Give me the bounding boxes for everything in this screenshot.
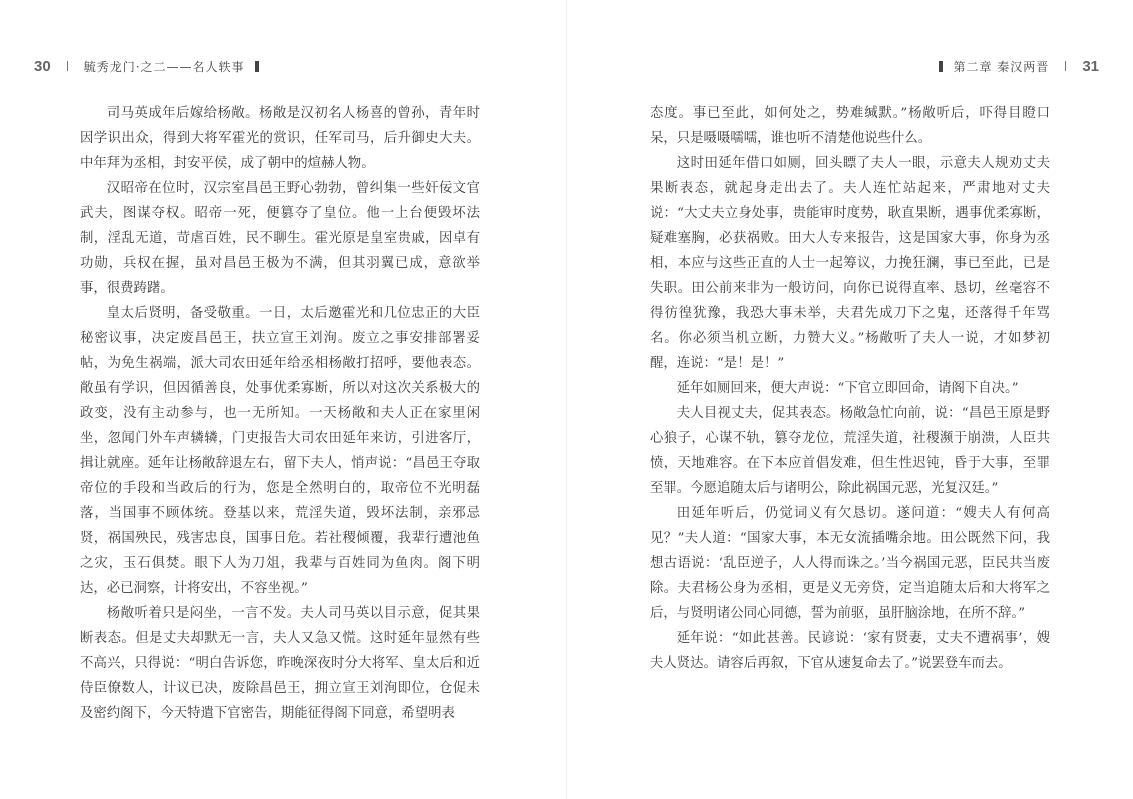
paragraph: 夫人目视丈夫，促其表态。杨敞急忙向前，说：“昌邑王原是野心狼子，心谋不轨，篡夺龙位，荒淫失道，社稷濒于崩溃，人臣共愤，天地难容。在下本应首倡发难，但生性迟钝，昏于大事，至罪至罪。今愿追随太后与诸明公，除此祸国元恶，光复汉廷。” — [650, 406, 1050, 496]
paragraph: 杨敞听着只是闷坐，一言不发。夫人司马英以目示意，促其果断表态。但是丈夫却默无一言，夫人又急又慌。这时延年显然有些不高兴，只得说：“明白告诉您，昨晚深夜时分大将军、皇太后和近侍臣僚数人，计议已决，废除昌邑王，拥立宣王刘洵即位，仓促未及密约阁下，今天特遣下官密告，期能征得阁下同意，希望明表 — [80, 606, 480, 721]
body-text — [80, 101, 480, 726]
page-number: 30 — [34, 57, 51, 75]
paragraph: 田延年听后，仍觉词义有欠恳切。遂问道：“嫂夫人有何高见？”夫人道：“国家大事，本无女流插嘴余地。田公既然下问，我想古语说：‘乱臣逆子，人人得而诛之。’当今祸国元恶，臣民共当废除。夫君杨公身为丞相，更是义无旁贷，定当追随太后和大将军之后，与贤明诸公同心同德，誓为前驱，虽肝脑涂地，在所不辞。” — [650, 506, 1050, 621]
right-page-header — [929, 54, 1099, 78]
header-block-mark — [939, 61, 943, 72]
paragraph: 司马英成年后嫁给杨敞。杨敞是汉初名人杨喜的曾孙，青年时因学识出众，得到大将军霍光的赏识，任军司马，后升御史大夫。中年拜为丞相，封安平侯，成了朝中的煊赫人物。 — [80, 106, 480, 171]
body-text — [650, 101, 1050, 676]
left-page-header — [34, 54, 269, 78]
left-page — [0, 0, 566, 799]
paragraph: 延年如厕回来，便大声说：“下官立即回命，请阁下自决。” — [676, 381, 1019, 396]
paragraph: 汉昭帝在位时，汉宗室昌邑王野心勃勃，曾纠集一些奸佞文官武夫，图谋夺权。昭帝一死，便篡夺了皇位。他一上台便毁坏法制，淫乱无道，苛虐百姓，民不聊生。霍光原是皇室贵戚，因卓有功勋，兵权在握，虽对昌邑王极为不满，但其羽翼已成，意欲举事，很费踌躇。 — [80, 181, 480, 296]
header-block-mark — [255, 61, 259, 72]
header-divider — [67, 61, 68, 71]
header-divider — [1065, 61, 1066, 71]
running-head: 毓秀龙门·之二——名人轶事 — [83, 59, 245, 74]
right-page — [567, 0, 1133, 799]
paragraph: 延年说：“如此甚善。民谚说：‘家有贤妻，丈夫不遭祸事’，嫂夫人贤达。请容后再叙，下官从速复命去了。”说罢登车而去。 — [650, 631, 1050, 671]
page-number: 31 — [1082, 57, 1099, 75]
paragraph-continuation: 态度。事已至此，如何处之，势难缄默。”杨敞听后，吓得目瞪口呆，只是嗫嗫嚅嚅，谁也听不清楚他说些什么。 — [650, 106, 1050, 146]
running-head: 第二章 秦汉两晋 — [953, 59, 1050, 74]
paragraph: 这时田延年借口如厕，回头瞟了夫人一眼，示意夫人规劝丈夫果断表态，就起身走出去了。夫人连忙站起来，严肃地对丈夫说：“大丈夫立身处事，贵能审时度势，耿直果断，遇事优柔寡断，疑难塞胸，必获祸败。田大人专来报告，这是国家大事，你身为丞相，本应与这些正直的人士一起筹议，力挽狂澜，事已至此，已是失职。田公前来非为一般访问，向你已说得直率、恳切，丝毫容不得彷徨犹豫，我恐大事未举，夫君先成刀下之鬼，还落得千年骂名。你必须当机立断，力赞大义。”杨敞听了夫人一说，才如梦初醒，连说：“是！是！” — [650, 156, 1050, 371]
paragraph: 皇太后贤明，备受敬重。一日，太后邀霍光和几位忠正的大臣秘密议事，决定废昌邑王，扶立宣王刘洵。废立之事安排部署妥帖，为免生祸端，派大司农田延年给丞相杨敞打招呼，要他表态。敞虽有学识，但因循善良，处事优柔寡断，所以对这次关系极大的政变，没有主动参与，也一无所知。一天杨敞和夫人正在家里闲坐，忽闻门外车声辚辚，门吏报告大司农田延年来访，引进客厅，揖让就座。延年让杨敞辞退左右，留下夫人，悄声说：“昌邑王夺取帝位的手段和当政后的行为，您是全然明白的，取帝位不光明磊落，当国事不顾体统。登基以来，荒淫失道，毁坏法制，亲邪忌贤，祸国殃民，残害忠良，国事日危。若社稷倾覆，我辈行遭池鱼之灾，玉石俱焚。眼下人为刀俎，我辈与百姓同为鱼肉。阁下明达，必已洞察，计将安出，不容坐视。” — [80, 306, 480, 596]
